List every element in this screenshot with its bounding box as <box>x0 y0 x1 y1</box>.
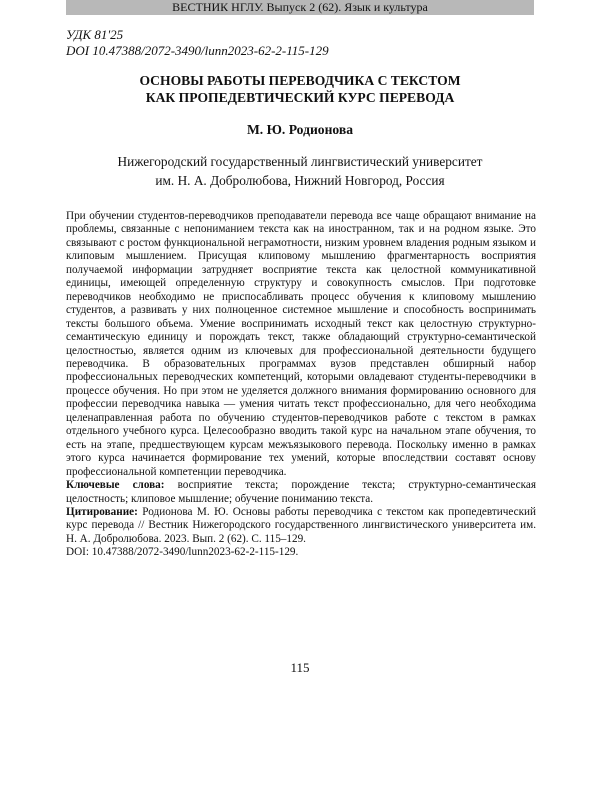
title-line-1: ОСНОВЫ РАБОТЫ ПЕРЕВОДЧИКА С ТЕКСТОМ <box>139 73 461 88</box>
doi-line: DOI: 10.47388/2072-3490/lunn2023-62-2-115-129. <box>66 546 299 559</box>
udc-code: УДК 81'25 <box>66 27 124 42</box>
abstract-text: При обучении студентов-переводчиков преподаватели перевода все чаще обращают внимание на проблемы, связанные с непониманием текста как на иностранном, так и на родном языке. Это связывают с ростом функциональной неграмотности, низким уровнем владения родным языком и клиповым мышлением. Присущая клиповому мышлению фрагментарность восприятия получаемой информации затрудняет восприятие текста как целостной коммуникативной единицы, имеющей определенную структуру и совокупность смыслов. При подготовке переводчиков необходимо не приспосабливать процесс обучения к клиповому мышлению студентов, а развивать у них полноценное системное мышление и способность воспринимать тексты большого объема. Умение воспринимать исходный текст как целостную структурно-семантическую единицу и порождать текст, также обладающий структурно-семантической целостностью, является одним из ключевых для профессиональной деятельности будущего переводчика. В образовательных программах вузов представлен обширный набор профессиональных переводческих компетенций, которыми овладевают студенты-переводчики в процессе обучения. Но при этом не уделяется должного внимания формированию основного для профессии переводчика навыка — умения читать текст профессионально, для чего необходима целенаправленная работа по обучению студентов-переводчиков работе с текстом в рамках отдельного учебного курса. Целесообразно вводить такой курс на начальном этапе обучения, то есть на этапе, предшествующем курсам межъязыкового перевода. Поскольку именно в рамках этого курса начинается формирование тех умений, которые впоследствии составят основу профессиональной компетенции переводчика. <box>66 210 536 478</box>
citation-label: Цитирование: <box>66 505 138 518</box>
citation <box>66 506 536 546</box>
doi-header: DOI 10.47388/2072-3490/lunn2023-62-2-115-129 <box>66 43 329 58</box>
affiliation-line-1: Нижегородский государственный лингвистический университет <box>117 154 483 169</box>
title-line-2: КАК ПРОПЕДЕВТИЧЕСКИЙ КУРС ПЕРЕВОДА <box>145 90 455 105</box>
keywords <box>66 479 536 506</box>
keywords-text: восприятие текста; порождение текста; структурно-семантическая целостность; клиповое мышление; обучение пониманию текста. <box>66 479 536 505</box>
page-number: 115 <box>290 660 310 675</box>
running-head: ВЕСТНИК НГЛУ. Выпуск 2 (62). Язык и культура <box>66 0 534 15</box>
abstract-block <box>66 210 536 560</box>
citation-text: Родионова М. Ю. Основы работы переводчика с текстом как пропедевтический курс перевода // Вестник Нижегородского государственного лингвистического университета им. Н. А. Добролюбова. 2023. Вып. 2 (62). С. 115–129. <box>66 505 536 545</box>
article-title <box>66 72 534 106</box>
affiliation <box>66 152 534 190</box>
affiliation-line-2: им. Н. А. Добролюбова, Нижний Новгород, Россия <box>155 173 445 188</box>
keywords-label: Ключевые слова: <box>66 479 165 492</box>
article-meta <box>66 27 536 59</box>
author-name: М. Ю. Родионова <box>246 122 354 137</box>
